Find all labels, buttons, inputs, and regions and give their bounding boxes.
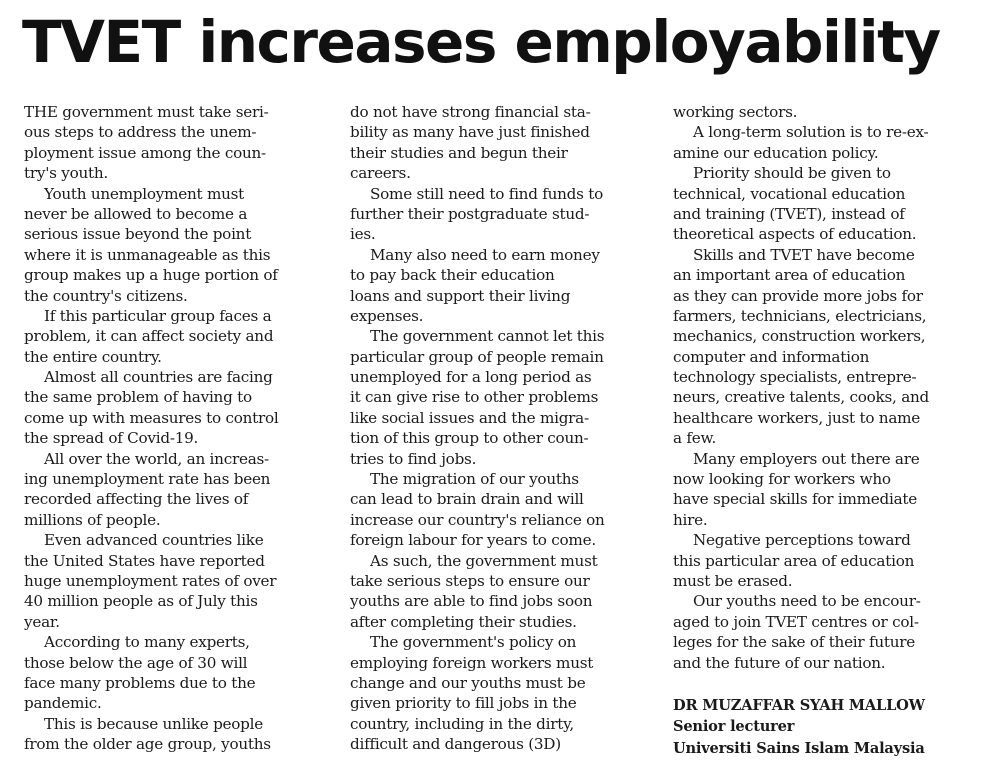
text-line: The government cannot let this — [370, 327, 605, 346]
text-line: the United States have reported — [24, 551, 265, 570]
text-line: mechanics, construction workers, — [673, 327, 926, 346]
text-line: never be allowed to become a — [24, 204, 248, 223]
text-line: serious issue beyond the point — [24, 225, 252, 244]
text-line: their studies and begun their — [350, 143, 568, 162]
author-title: Senior lecturer — [673, 718, 795, 736]
text-line: the entire country. — [24, 347, 162, 366]
text-line: given priority to fill jobs in the — [350, 694, 577, 713]
text-line: from the older age group, youths — [24, 735, 271, 754]
text-line: try's youth. — [24, 164, 108, 183]
headline: TVET increases employability — [22, 8, 940, 76]
text-line: Even advanced countries like — [44, 531, 264, 550]
text-line: further their postgraduate stud- — [350, 204, 590, 223]
text-line: This is because unlike people — [44, 714, 263, 733]
text-line: technology specialists, entrepre- — [673, 368, 917, 387]
text-line: According to many experts, — [44, 633, 250, 652]
text-line: can lead to brain drain and will — [350, 490, 584, 509]
text-line: All over the world, an increas- — [44, 449, 269, 468]
text-line: careers. — [350, 164, 411, 183]
text-line: it can give rise to other problems — [350, 388, 599, 407]
text-line: particular group of people remain — [350, 347, 604, 366]
text-line: recorded affecting the lives of — [24, 490, 249, 509]
text-line: Priority should be given to — [693, 164, 891, 183]
text-line: theoretical aspects of education. — [673, 225, 917, 244]
text-line: ies. — [350, 225, 376, 244]
text-line: huge unemployment rates of over — [24, 571, 277, 590]
text-line: group makes up a huge portion of — [24, 266, 278, 285]
text-line: As such, the government must — [370, 551, 598, 570]
text-line: and training (TVET), instead of — [673, 204, 905, 223]
text-line: take serious steps to ensure our — [350, 571, 590, 590]
text-line: ing unemployment rate has been — [24, 470, 271, 489]
text-line: technical, vocational education — [673, 184, 906, 203]
text-line: to pay back their education — [350, 266, 555, 285]
text-line: computer and information — [673, 347, 870, 366]
text-line: Youth unemployment must — [44, 184, 245, 203]
text-line: 40 million people as of July this — [24, 592, 258, 611]
text-line: ployment issue among the coun- — [24, 143, 266, 162]
text-line: expenses. — [350, 306, 424, 325]
text-line: neurs, creative talents, cooks, and — [673, 388, 930, 407]
text-line: ous steps to address the unem- — [24, 123, 257, 142]
text-line: hire. — [673, 510, 708, 529]
text-line: amine our education policy. — [673, 143, 879, 162]
text-line: millions of people. — [24, 510, 161, 529]
text-line: Negative perceptions toward — [693, 531, 911, 550]
text-line: and the future of our nation. — [673, 653, 886, 672]
author-name: DR MUZAFFAR SYAH MALLOW — [673, 696, 925, 714]
text-line: after completing their studies. — [350, 612, 577, 631]
text-line: those below the age of 30 will — [24, 653, 248, 672]
text-line: the same problem of having to — [24, 388, 252, 407]
text-line: Almost all countries are facing — [44, 368, 273, 387]
article-column-3-body — [673, 102, 973, 673]
text-line: increase our country's reliance on — [350, 510, 605, 529]
text-line: year. — [24, 612, 60, 631]
text-line: an important area of education — [673, 266, 906, 285]
text-line: employing foreign workers must — [350, 653, 594, 672]
text-line: where it is unmanageable as this — [24, 245, 271, 264]
text-line: this particular area of education — [673, 551, 915, 570]
text-line: face many problems due to the — [24, 673, 256, 692]
text-line: as they can provide more jobs for — [673, 286, 923, 305]
text-line: difficult and dangerous (3D) — [350, 735, 561, 754]
text-line: If this particular group faces a — [44, 306, 272, 325]
text-line: come up with measures to control — [24, 408, 279, 427]
text-line: bility as many have just finished — [350, 123, 590, 142]
text-line: Skills and TVET have become — [693, 245, 915, 264]
text-line: loans and support their living — [350, 286, 571, 305]
text-line: Many also need to earn money — [370, 245, 600, 264]
text-line: country, including in the dirty, — [350, 714, 574, 733]
text-line: now looking for workers who — [673, 470, 891, 489]
text-line: foreign labour for years to come. — [350, 531, 596, 550]
text-line: a few. — [673, 429, 717, 448]
text-line: healthcare workers, just to name — [673, 408, 921, 427]
text-line: Our youths need to be encour- — [693, 592, 921, 611]
text-line: farmers, technicians, electricians, — [673, 306, 927, 325]
text-line: have special skills for immediate — [673, 490, 918, 509]
text-line: The migration of our youths — [370, 470, 579, 489]
text-line: do not have strong financial sta- — [350, 103, 591, 121]
text-line: pandemic. — [24, 694, 102, 713]
text-line: unemployed for a long period as — [350, 368, 592, 387]
text-line: Some still need to find funds to — [370, 184, 604, 203]
text-line: working sectors. — [673, 103, 798, 121]
text-line: tion of this group to other coun- — [350, 429, 589, 448]
text-line: the spread of Covid-19. — [24, 429, 199, 448]
article-column-3 — [673, 102, 973, 759]
text-line: leges for the sake of their future — [673, 633, 916, 652]
text-line: the country's citizens. — [24, 286, 188, 305]
text-line: like social issues and the migra- — [350, 408, 589, 427]
text-line: aged to join TVET centres or col- — [673, 612, 919, 631]
author-institution: Universiti Sains Islam Malaysia — [673, 739, 925, 757]
article-column-1 — [24, 102, 330, 755]
text-line: The government's policy on — [370, 633, 577, 652]
text-line: Many employers out there are — [693, 449, 920, 468]
text-line: problem, it can affect society and — [24, 327, 274, 346]
text-line: change and our youths must be — [350, 673, 586, 692]
text-line: youths are able to find jobs soon — [350, 592, 593, 611]
article-column-2 — [350, 102, 650, 755]
text-line: THE government must take seri- — [24, 103, 269, 121]
text-line: must be erased. — [673, 571, 793, 590]
text-line: A long-term solution is to re-ex- — [693, 123, 929, 142]
text-line: tries to find jobs. — [350, 449, 477, 468]
